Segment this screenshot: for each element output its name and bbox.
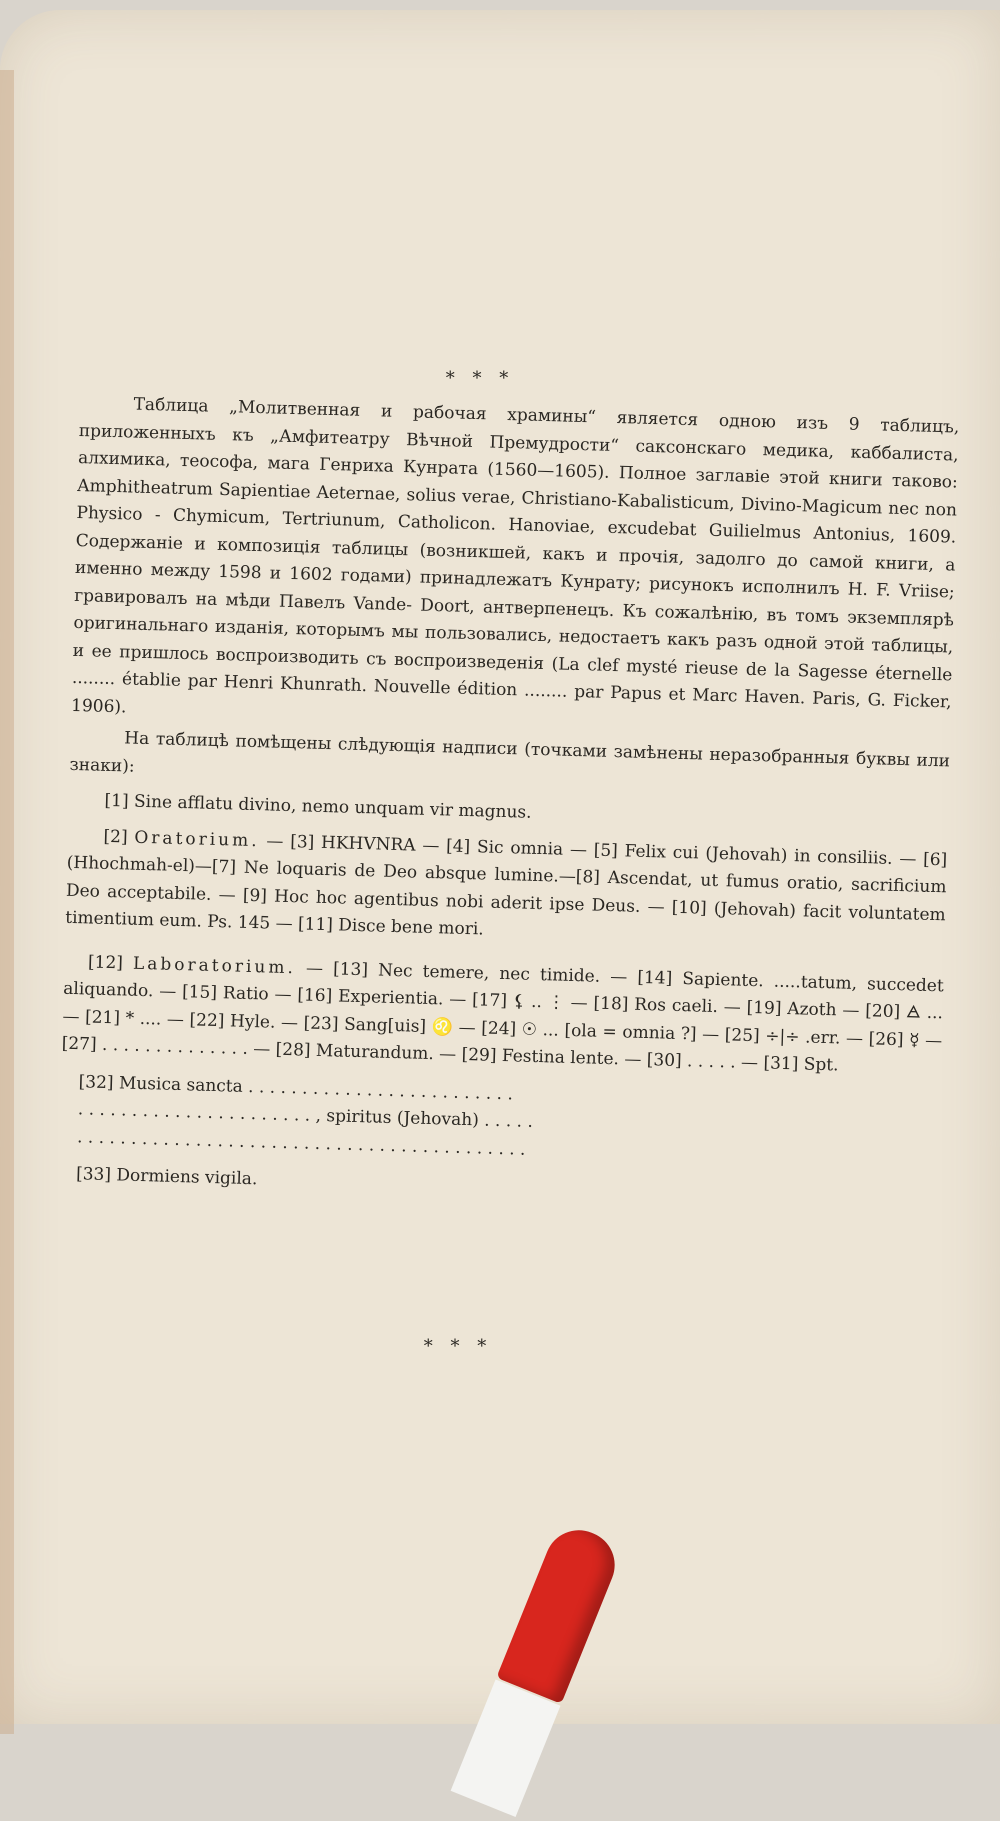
oratorium-text: — [3] HKHVNRA — [4] Sic omnia — [5] Felix cui (Jehovah) in consiliis. — [6] (Hhochmah-el)—[7] Ne loquaris de Deo absque lumine.—[8] Ascendat, ut fumus oratio, sacrificium Deo acceptabile. — [9] Hoc hoc agentibus nobi aderit ipse Deus. — [10] (Jehovah) facit voluntatem timentium eum. Ps. 145 — [11] Disce bene mori. bbox=[64, 830, 948, 940]
inscription-32-line: . . . . . . . . . . . . . . . . . . . . . . , spiritus (Jehovah) . . . . . bbox=[77, 1099, 534, 1132]
inscription-32-line: [32] Musica sancta . . . . . . . . . . . . . . . . . . . . . . . . . bbox=[78, 1071, 514, 1104]
entry-label: [2] bbox=[103, 826, 128, 848]
inscription-1: [1] Sine afflatu divino, nemo unquam vir magnus. bbox=[104, 790, 532, 823]
inscription-33: [33] Dormiens vigila. bbox=[75, 1164, 258, 1190]
laboratorium-heading: Laboratorium. bbox=[132, 953, 297, 978]
oratorium-heading: Oratorium. bbox=[134, 827, 260, 851]
laboratorium-text: — [13] Nec temere, nec timide. — [14] Sapiente. .....tatum, succedet aliquando. — [15] Ratio — [16] Experientia. — [17] ⚸ .. ⋮ — [18] Ros caeli. — [19] Azoth — [20] 🜁 ... — [21] * .... — [22] Hyle. — [23] Sang[uis] ♌ — [24] ☉ ... [ola = omnia ?] — [25] ÷|÷ .err. — [26] ☿ — [27] . . . . . . . . . . . . . . — [28] Maturandum. — [29] Festina lente. — [30] . . . . . — [31] Spt. bbox=[61, 958, 945, 1076]
section-divider-top: * * * bbox=[445, 368, 515, 389]
inscriptions-intro: На таблицѣ помѣщены слѣдующія надписи (точками замѣнены неразобранныя буквы или знаки): bbox=[69, 728, 951, 777]
inscription-32 bbox=[59, 1068, 941, 1175]
page-text bbox=[58, 390, 960, 1213]
section-divider-bottom: * * * bbox=[423, 1336, 493, 1357]
entry-label: [12] bbox=[87, 951, 124, 973]
inscription-32-line: . . . . . . . . . . . . . . . . . . . . . . . . . . . . . . . . . . . . . . . . . . bbox=[76, 1126, 526, 1160]
laboratorium-inscriptions bbox=[61, 948, 944, 1083]
oratorium-inscriptions bbox=[65, 822, 948, 957]
intro-paragraph: Таблица „Молитвенная и рабочая храмины“ является одною изъ 9 таблицъ, приложенныхъ къ „Амфитеатру Вѣчной Премудрости“ саксонскаго медика, каббалиста, алхимика, теософа, мага Генриха Кунрата (1560—1605). Полное заглавіе этой книги таково: Amphitheatrum Sapientiae Aeternae, solius verae, Christiano-Kabalisticum, Divino-Magicum nec non Physico - Chymicum, Tertriunum, Catholicon. Hanoviae, excudebat Guilielmus Antonius, 1609. Содержаніе и композиція таблицы (возникшей, какъ и прочія, задолго до самой книги, а именно между 1598 и 1602 годами) принадлежатъ Кунрату; рисунокъ исполнилъ H. F. Vriise; гравировалъ на мѣди Павелъ Vande- Doort, антверпенецъ. Къ сожалѣнію, въ томъ экземплярѣ оригинальнаго изданія, которымъ мы пользовались, недостаетъ какъ разъ одной этой таблицы, и ее пришлось воспроизводить съ воспроизведенія (La clef mysté rieuse de la Sagesse éternelle ........ établie par Henri Khunrath. Nouvelle édition ........ par Papus et Marc Haven. Paris, G. Ficker, 1906). bbox=[70, 394, 960, 717]
page-edge bbox=[0, 70, 14, 1734]
